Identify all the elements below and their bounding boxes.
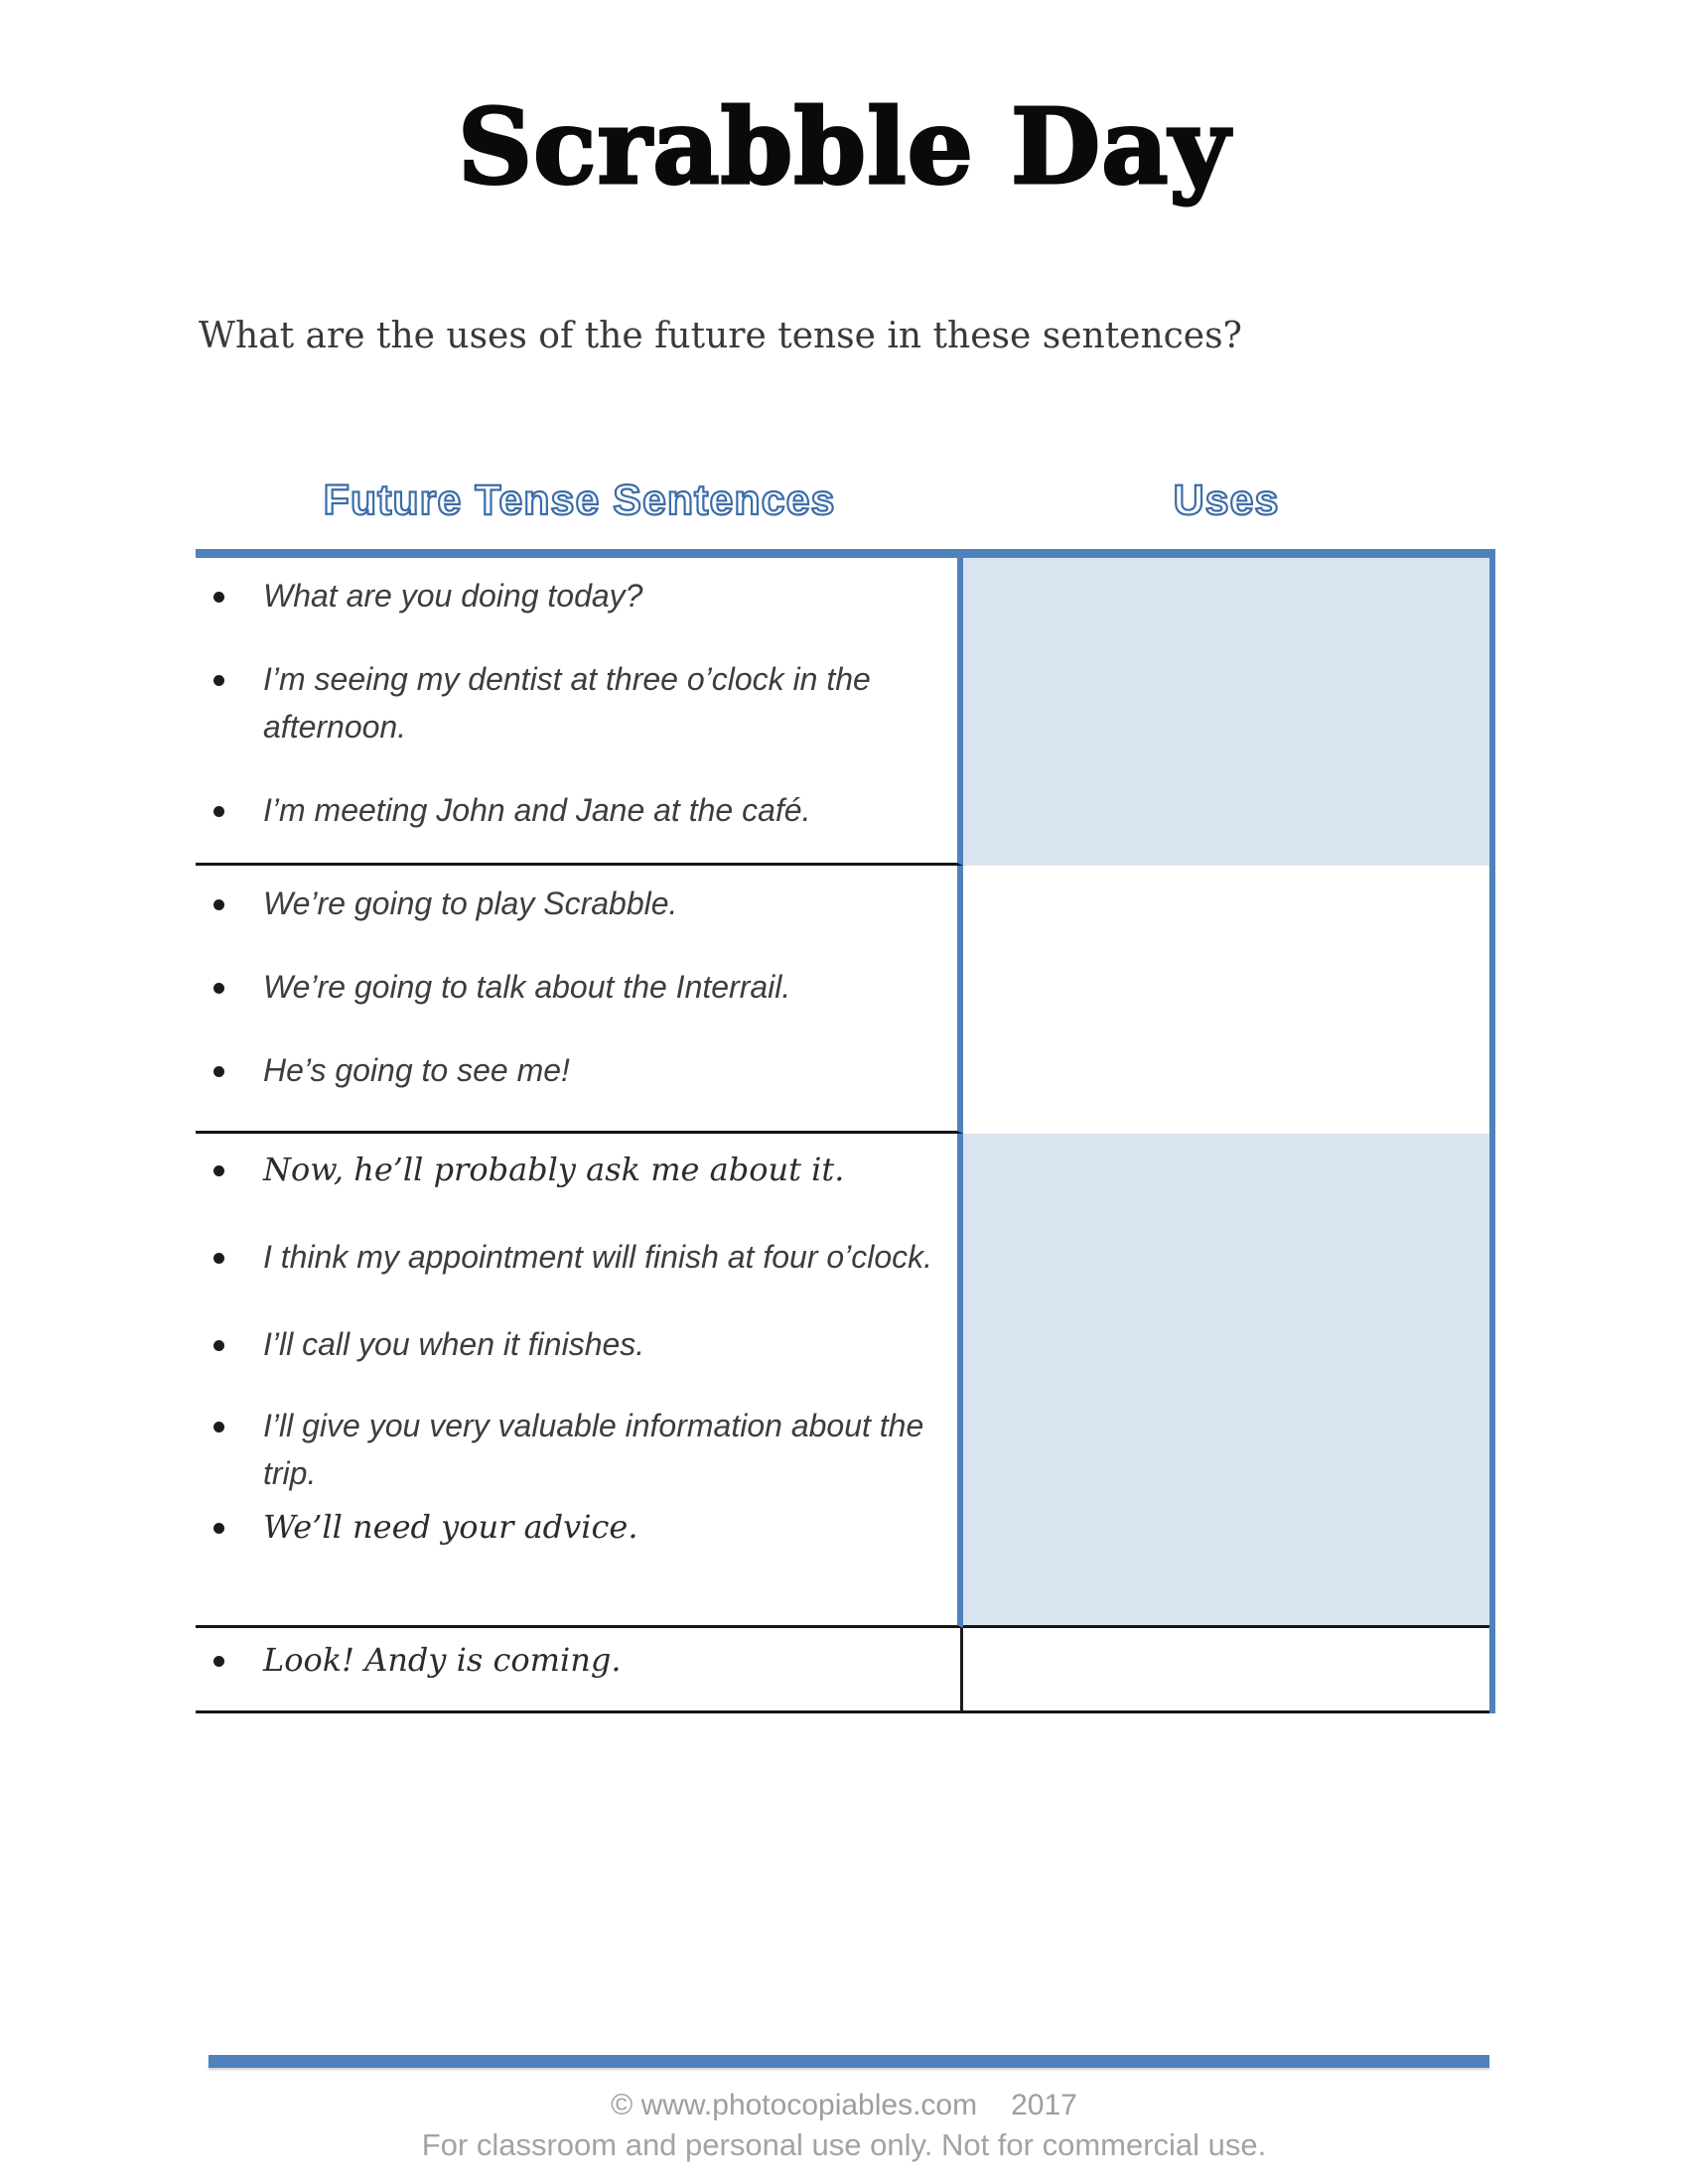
uses-answer-cell-row2 [963, 866, 1489, 1134]
bullet-icon [213, 1253, 224, 1264]
footer-copyright [0, 2089, 1688, 2122]
sentences-cell-row2 [196, 866, 963, 1134]
uses-answer-cell-row4 [963, 1628, 1489, 1713]
sentence-text: I’m meeting John and Jane at the café. [263, 792, 811, 828]
sentence-item [213, 880, 957, 927]
sentence-item [213, 572, 957, 619]
sentence-item [213, 655, 957, 751]
bullet-icon [213, 1340, 224, 1351]
bullet-icon [213, 1523, 224, 1534]
uses-answer-cell-row3 [963, 1134, 1489, 1628]
sentence-text: We’re going to play Scrabble. [263, 886, 678, 921]
sentence-text: I think my appointment will finish at four o’clock. [263, 1239, 933, 1275]
sentence-item [213, 1503, 957, 1551]
sentence-text: Now, he’ll probably ask me about it. [263, 1151, 845, 1188]
sentence-item [213, 963, 957, 1011]
sentence-text: I’ll call you when it finishes. [263, 1326, 645, 1362]
column-header-uses: Uses [1173, 477, 1280, 524]
sentence-text: Look! Andy is coming. [263, 1641, 622, 1679]
bullet-icon [213, 983, 224, 994]
bullet-icon [213, 675, 224, 686]
sentences-table [196, 549, 1495, 1713]
sentence-item [213, 1146, 957, 1193]
bullet-icon [213, 592, 224, 603]
sentences-cell-row3 [196, 1134, 963, 1628]
bullet-icon [213, 1066, 224, 1077]
bullet-icon [213, 806, 224, 817]
sentence-item [213, 1320, 957, 1368]
bullet-icon [213, 1165, 224, 1176]
sentence-item [213, 786, 957, 834]
uses-answer-cell-row1 [963, 558, 1489, 866]
footer-year: 2017 [1011, 2089, 1077, 2121]
bullet-icon [213, 1656, 224, 1667]
sentence-text: I’m seeing my dentist at three o’clock in the afternoon. [263, 661, 871, 745]
sentence-item [213, 1046, 957, 1094]
sentence-text: He’s going to see me! [263, 1052, 570, 1088]
column-header-sentences: Future Tense Sentences [323, 477, 836, 524]
footer-divider-bar [209, 2055, 1489, 2068]
sentence-item [213, 1233, 957, 1281]
sentence-text: We’re going to talk about the Interrail. [263, 969, 791, 1005]
sentences-cell-row1 [196, 558, 963, 866]
sentence-text: We’ll need your advice. [263, 1508, 638, 1546]
sentence-item [213, 1402, 957, 1497]
bullet-icon [213, 899, 224, 910]
footer-notice: For classroom and personal use only. Not for commercial use. [421, 2127, 1267, 2162]
sentence-item [213, 1636, 960, 1684]
bullet-icon [213, 1422, 224, 1433]
sentences-cell-row4 [196, 1628, 963, 1713]
page-title: Scrabble Day [458, 85, 1230, 207]
footer-site: © www.photocopiables.com [611, 2089, 978, 2121]
sentence-text: I’ll give you very valuable information about the trip. [263, 1408, 924, 1491]
sentence-text: What are you doing today? [263, 578, 643, 614]
question-text: What are the uses of the future tense in these sentences? [199, 316, 1242, 356]
